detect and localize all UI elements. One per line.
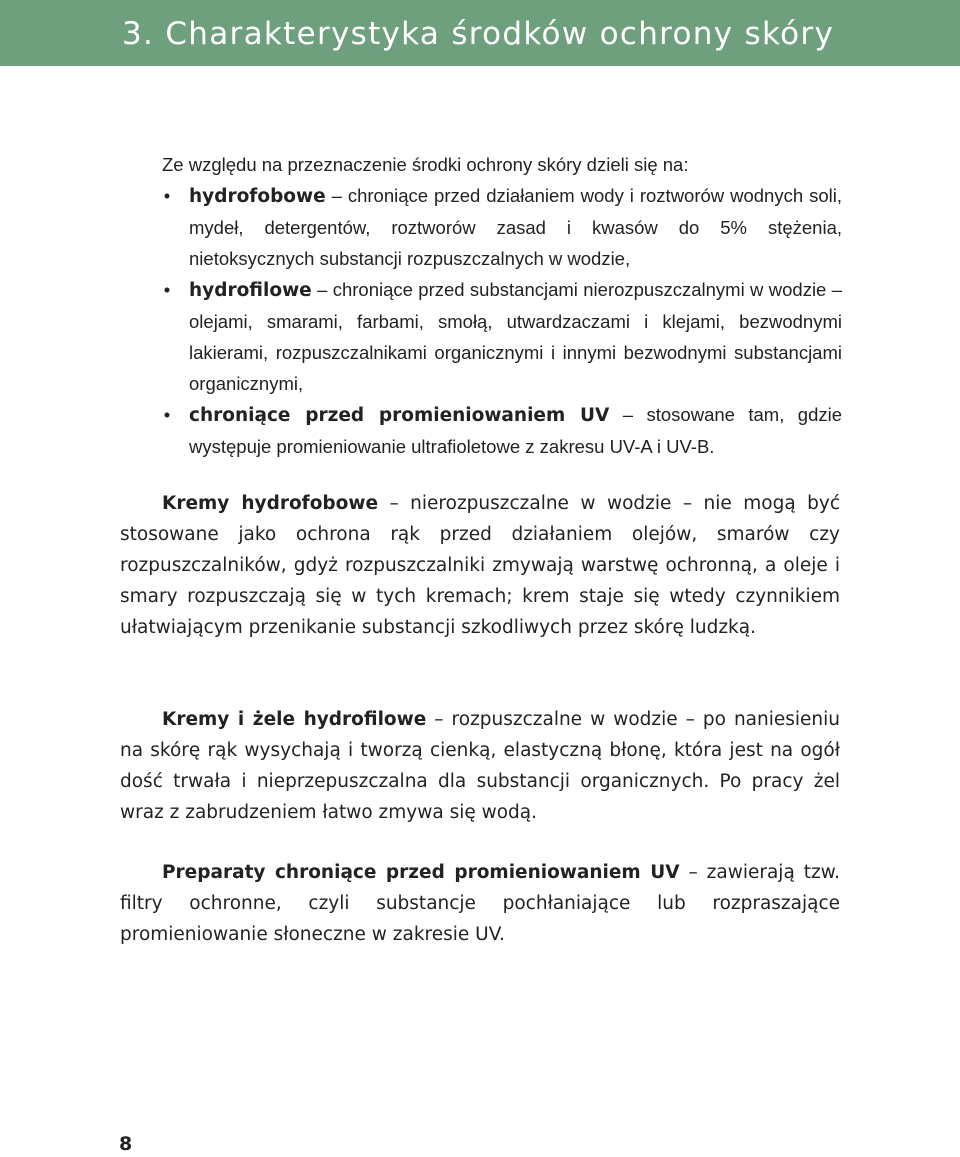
list-item (162, 180, 842, 274)
paragraph-text: – zawierają tzw. filtry ochronne, czyli substancje pochłaniające lub rozpraszające promieniowanie słoneczne w zakresie UV. (120, 862, 840, 945)
paragraph-hydrophobic-creams (120, 488, 840, 643)
paragraph-text: – nierozpuszczalne w wodzie – nie mogą być stosowane jako ochrona rąk przed działaniem olejów, smarów czy rozpuszczalników, gdyż rozpuszczalniki zmywają warstwę ochronną, a oleje i smary rozpuszczają się w tych kremach; krem staje się wtedy czynnikiem ułatwiającym przenikanie substancji szkodliwych przez skórę ludzką. (120, 493, 841, 638)
list-item (162, 399, 842, 462)
paragraph-term: Kremy i żele hydrofilowe (162, 709, 427, 730)
list-item-term: hydrofilowe (189, 280, 312, 301)
list-item-description: – chroniące przed substancjami nierozpuszczalnymi w wodzie – olejami, smarami, farbami, smołą, utwardzaczami i klejami, bezwodnymi lakierami, rozpuszczalnikami organicznymi i innymi bezwodnymi substancjami organicznymi, (189, 279, 842, 394)
chapter-title: 3. Charakterystyka środków ochrony skóry (122, 16, 835, 52)
paragraph-term: Preparaty chroniące przed promieniowaniem UV (162, 862, 680, 883)
paragraph-uv-preparations (120, 857, 840, 950)
intro-sentence: Ze względu na przeznaczenie środki ochrony skóry dzieli się na: (162, 154, 689, 175)
paragraph-term: Kremy hydrofobowe (162, 493, 379, 514)
bullet-icon: • (163, 279, 171, 300)
list-item-term: hydrofobowe (189, 186, 326, 207)
bullet-icon: • (163, 404, 171, 425)
page-number: 8 (119, 1133, 133, 1155)
list-item (162, 274, 842, 399)
paragraph-text: – rozpuszczalne w wodzie – po naniesieniu na skórę rąk wysychają i tworzą cienką, elastyczną błonę, która jest na ogół dość trwała i nieprzepuszczalna dla substancji organicznych. Po pracy żel wraz z zabrudzeniem łatwo zmywa się wodą. (120, 709, 841, 823)
list-item-term: chroniące przed promieniowaniem UV (189, 405, 610, 426)
protection-types-list (162, 180, 842, 462)
paragraph-hydrophilic-gels (120, 704, 840, 828)
bullet-icon: • (163, 185, 171, 206)
list-item-description: – chroniące przed działaniem wody i roztworów wodnych soli, mydeł, detergentów, roztworów zasad i kwasów do 5% stężenia, nietoksycznych substancji rozpuszczalnych w wodzie, (189, 185, 842, 269)
list-item-description: – stosowane tam, gdzie występuje promieniowanie ultrafioletowe z zakresu UV-A i UV-B. (189, 404, 843, 457)
